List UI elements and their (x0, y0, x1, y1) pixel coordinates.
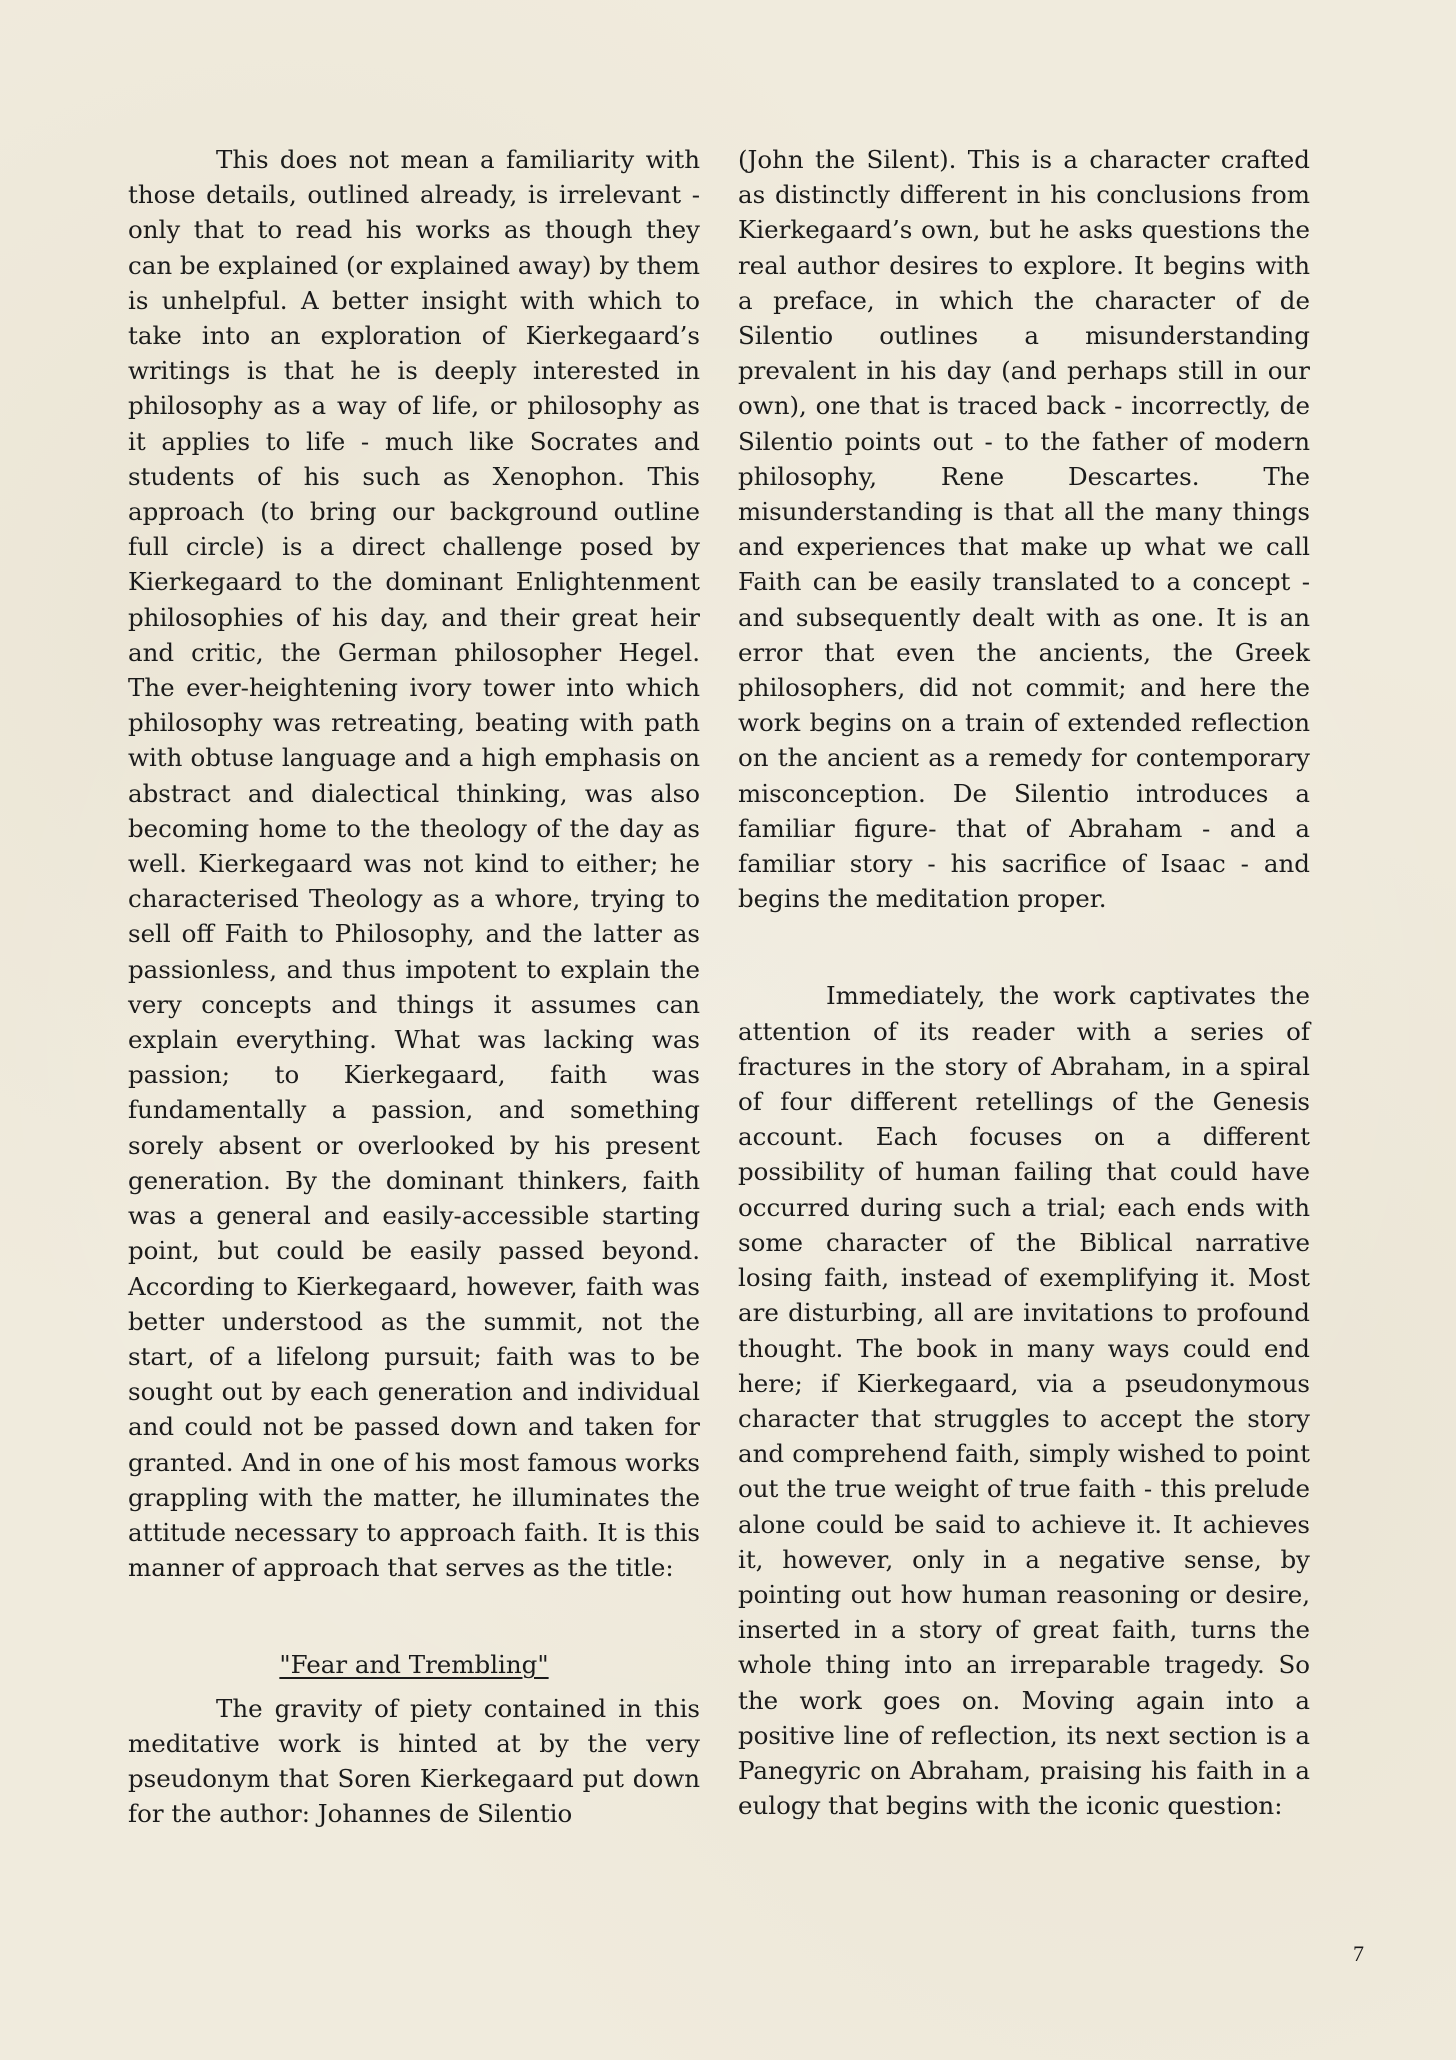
left-paragraph-pseudonym: The gravity of piety contained in this meditative work is hinted at by the very pseudonym that Soren Kierkegaard put down for the author: Johannes de Silentio (128, 1693, 700, 1829)
right-column (738, 142, 1310, 1823)
right-paragraph-retellings: Immediately, the work captivates the attention of its reader with a series of fractures in the story of Abraham, in a spiral of four different retellings of the Genesis account. Each focuses on a different possibility of human failing that could have occurred during such a trial; each ends with some character of the Biblical narrative losing faith, instead of exemplifying it. Most are disturbing, all are invitations to profound thought. The book in many ways could end here; if Kierkegaard, via a pseudonymous character that struggles to accept the story and comprehend faith, simply wished to point out the true weight of true faith - this prelude alone could be said to achieve it. It achieves it, however, only in a negative sense, by pointing out how human reasoning or desire, inserted in a story of great faith, turns the whole thing into an irreparable tragedy. So the work goes on. Moving again into a positive line of reflection, its next section is a Panegyric on Abraham, praising his faith in a eulogy that begins with the iconic question: (738, 981, 1310, 1821)
left-column (128, 142, 700, 1831)
right-paragraph-preface: (John the Silent). This is a character crafted as distinctly different in his conclusions from Kierkegaard’s own, but he asks questions the real author desires to explore. It begins with a preface, in which the character of de Silentio outlines a misunderstanding prevalent in his day (and perhaps still in our own), one that is traced back - incorrectly, de Silentio points out - to the father of modern philosophy, Rene Descartes. The misunderstanding is that all the many things and experiences that make up what we call Faith can be easily translated to a concept - and subsequently dealt with as one. It is an error that even the ancients, the Greek philosophers, did not commit; and here the work begins on a train of extended reflection on the ancient as a remedy for contemporary misconception. De Silentio introduces a familiar figure- that of Abraham - and a familiar story - his sacrifice of Isaac - and begins the meditation proper. (738, 145, 1310, 914)
left-paragraph-intro: This does not mean a familiarity with those details, outlined already, is irrelevant - only that to read his works as though they can be explained (or explained away) by them is unhelpful. A better insight with which to take into an exploration of Kierkegaard’s writings is that he is deeply interested in philosophy as a way of life, or philosophy as it applies to life - much like Socrates and students of his such as Xenophon. This approach (to bring our background outline full circle) is a direct challenge posed by Kierkegaard to the dominant Enlightenment philosophies of his day, and their great heir and critic, the German philosopher Hegel. The ever-heightening ivory tower into which philosophy was retreating, beating with path with obtuse language and a high emphasis on abstract and dialectical thinking, was also becoming home to the theology of the day as well. Kierkegaard was not kind to either; he characterised Theology as a whore, trying to sell off Faith to Philosophy, and the latter as passionless, and thus impotent to explain the very concepts and things it assumes can explain everything. What was lacking was passion; to Kierkegaard, faith was fundamentally a passion, and something sorely absent or overlooked by his present generation. By the dominant thinkers, faith was a general and easily-accessible starting point, but could be easily passed beyond. According to Kierkegaard, however, faith was better understood as the summit, not the start, of a lifelong pursuit; faith was to be sought out by each generation and individual and could not be passed down and taken for granted. And in one of his most famous works grappling with the matter, he illuminates the attitude necessary to approach faith. It is this manner of approach that serves as the title: (128, 145, 700, 1583)
page-number: 7 (1353, 1941, 1364, 1966)
section-heading-fear-and-trembling: "Fear and Trembling" (279, 1650, 549, 1680)
